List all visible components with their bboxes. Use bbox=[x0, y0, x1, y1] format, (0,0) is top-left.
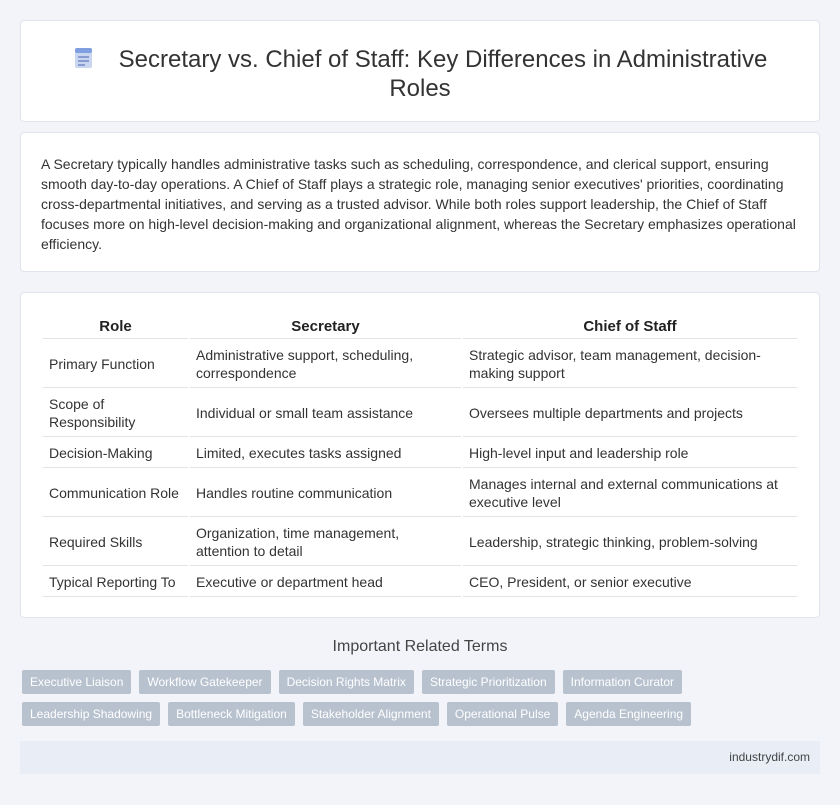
table-row bbox=[43, 519, 797, 566]
table-row bbox=[43, 470, 797, 517]
row-label: Typical Reporting To bbox=[43, 568, 188, 597]
comparison-table bbox=[41, 313, 799, 599]
related-terms bbox=[22, 670, 822, 734]
tag-information-curator[interactable]: Information Curator bbox=[563, 670, 682, 694]
header-secretary: Secretary bbox=[190, 315, 461, 339]
tag-stakeholder-alignment[interactable]: Stakeholder Alignment bbox=[303, 702, 439, 726]
secretary-cell: Executive or department head bbox=[190, 568, 461, 597]
comparison-table-card bbox=[20, 292, 820, 618]
table-row bbox=[43, 341, 797, 388]
header-chief-of-staff: Chief of Staff bbox=[463, 315, 797, 339]
chief-of-staff-cell: Manages internal and external communications at executive level bbox=[463, 470, 797, 517]
tag-bottleneck-mitigation[interactable]: Bottleneck Mitigation bbox=[168, 702, 295, 726]
row-label: Primary Function bbox=[43, 341, 188, 388]
header-role: Role bbox=[43, 315, 188, 339]
row-label: Decision-Making bbox=[43, 439, 188, 468]
chief-of-staff-cell: CEO, President, or senior executive bbox=[463, 568, 797, 597]
table-row bbox=[43, 439, 797, 468]
intro-card bbox=[20, 132, 820, 272]
chief-of-staff-cell: Oversees multiple departments and projects bbox=[463, 390, 797, 437]
chief-of-staff-cell: High-level input and leadership role bbox=[463, 439, 797, 468]
tag-executive-liaison[interactable]: Executive Liaison bbox=[22, 670, 131, 694]
tag-leadership-shadowing[interactable]: Leadership Shadowing bbox=[22, 702, 160, 726]
page-title-wrap bbox=[21, 45, 819, 103]
row-label: Scope of Responsibility bbox=[43, 390, 188, 437]
intro-paragraph: A Secretary typically handles administrative tasks such as scheduling, correspondence, and clerical support, ensuring smooth day-to-day operations. A Chief of Staff plays a strategic role, managing senior executives' priorities, coordinating cross-departmental initiatives, and serving as a trusted advisor. While both roles support leadership, the Chief of Staff focuses more on high-level decision-making and organizational alignment, whereas the Secretary emphasizes operational efficiency. bbox=[41, 156, 796, 252]
tag-strategic-prioritization[interactable]: Strategic Prioritization bbox=[422, 670, 555, 694]
secretary-cell: Individual or small team assistance bbox=[190, 390, 461, 437]
tag-row-2 bbox=[22, 702, 822, 726]
secretary-cell: Organization, time management, attention to detail bbox=[190, 519, 461, 566]
secretary-cell: Limited, executes tasks assigned bbox=[190, 439, 461, 468]
title-card bbox=[20, 20, 820, 122]
row-label: Communication Role bbox=[43, 470, 188, 517]
page-title: Secretary vs. Chief of Staff: Key Differences in Administrative Roles bbox=[118, 46, 768, 102]
tag-row-1 bbox=[22, 670, 822, 694]
secretary-cell: Handles routine communication bbox=[190, 470, 461, 517]
footer bbox=[20, 741, 820, 774]
chief-of-staff-cell: Leadership, strategic thinking, problem-solving bbox=[463, 519, 797, 566]
table-row bbox=[43, 390, 797, 437]
table-row bbox=[43, 568, 797, 597]
secretary-cell: Administrative support, scheduling, correspondence bbox=[190, 341, 461, 388]
row-label: Required Skills bbox=[43, 519, 188, 566]
chief-of-staff-cell: Strategic advisor, team management, decision-making support bbox=[463, 341, 797, 388]
tag-agenda-engineering[interactable]: Agenda Engineering bbox=[566, 702, 691, 726]
document-icon bbox=[73, 47, 95, 69]
footer-site-link[interactable]: industrydif.com bbox=[729, 750, 810, 764]
tag-operational-pulse[interactable]: Operational Pulse bbox=[447, 702, 558, 726]
tag-workflow-gatekeeper[interactable]: Workflow Gatekeeper bbox=[139, 670, 270, 694]
tag-decision-rights-matrix[interactable]: Decision Rights Matrix bbox=[279, 670, 414, 694]
related-terms-title: Important Related Terms bbox=[332, 638, 508, 655]
